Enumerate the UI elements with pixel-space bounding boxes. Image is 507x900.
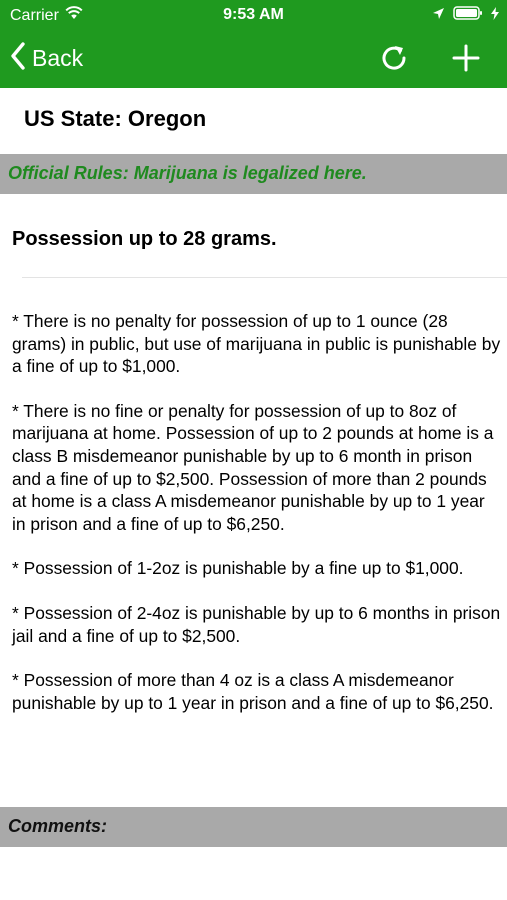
location-arrow-icon [432,7,445,25]
refresh-icon [379,43,409,78]
plus-icon [452,44,480,77]
details-paragraph: * There is no penalty for possession of up to 1 ounce (28 grams) in public, but use of marijuana in public is punishable by a fine of up to $1,000. [12,311,501,377]
chevron-left-icon [10,42,26,75]
rules-text: Official Rules: Marijuana is legalized here. [8,163,367,183]
back-button[interactable] [10,40,83,76]
details-paragraph: * Possession of more than 4 oz is a class A misdemeanor punishable by up to 1 year in prison and a fine of up to $6,250. [12,670,494,713]
back-label: Back [32,44,84,71]
details-text [12,310,502,736]
comments-section-header [0,807,507,847]
battery-icon [453,6,483,25]
refresh-button[interactable] [374,40,414,80]
carrier-label: Carrier [10,6,59,24]
details-paragraph: * There is no fine or penalty for possession of up to 8oz of marijuana at home. Possession of up to 2 pounds at home is a class B misdemeanor punishable by up to 6 month in prison and a fine of up to $2,500. Possession of more than 2 pounds at home is a class A misdemeanor punishable by up to 1 year in prison and a fine of up to $6,250. [12,400,494,534]
navigation-bar [0,32,507,86]
charging-bolt-icon [491,7,499,25]
status-bar [0,0,507,30]
top-bar [0,0,507,88]
possession-title: Possession up to 28 grams. [12,228,277,250]
divider [22,277,507,278]
details-paragraph: * Possession of 2-4oz is punishable by up to 6 months in prison jail and a fine of up to $2,500. [12,602,501,646]
status-right [432,6,499,25]
page-title: US State: Oregon [24,106,207,131]
status-time: 9:53 AM [223,6,284,23]
rules-section-header [0,154,507,194]
comments-label: Comments: [8,816,108,836]
add-button[interactable] [446,40,486,80]
details-paragraph: * Possession of 1-2oz is punishable by a fine up to $1,000. [12,558,464,579]
